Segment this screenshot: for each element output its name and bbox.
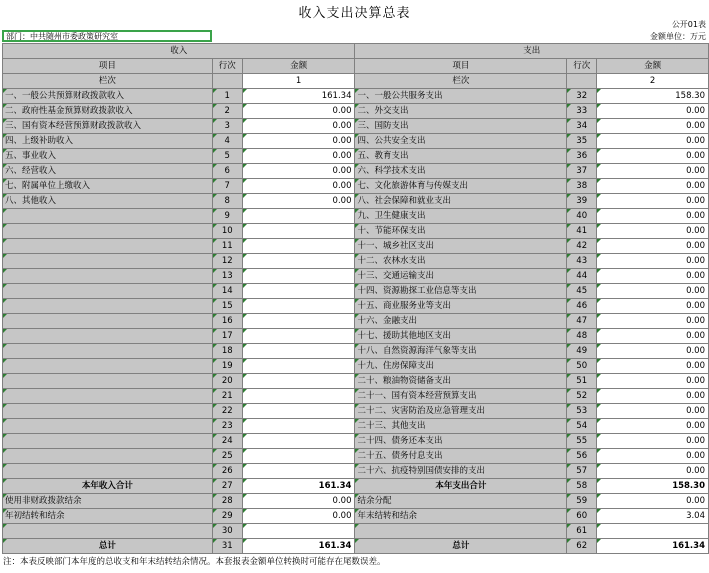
income-line-number: 22 <box>212 404 242 419</box>
expense-item-cell[interactable]: 本年支出合计 <box>355 479 567 494</box>
expense-amount-cell[interactable]: 0.00 <box>597 329 709 344</box>
expense-amount-cell[interactable]: 0.00 <box>597 314 709 329</box>
expense-item-cell[interactable]: 十八、自然资源海洋气象等支出 <box>355 344 567 359</box>
income-item-cell[interactable] <box>3 224 213 239</box>
expense-line-number: 59 <box>567 494 597 509</box>
income-amount-cell[interactable] <box>242 209 355 224</box>
income-line-number: 1 <box>212 89 242 104</box>
income-item-cell[interactable] <box>3 389 213 404</box>
income-amount-cell[interactable] <box>242 269 355 284</box>
expense-item-cell[interactable]: 七、文化旅游体育与传媒支出 <box>355 179 567 194</box>
income-item-cell[interactable] <box>3 299 213 314</box>
expense-line-number: 44 <box>567 269 597 284</box>
income-line-number: 4 <box>212 134 242 149</box>
income-line-number: 12 <box>212 254 242 269</box>
table-row <box>3 134 709 149</box>
income-item-cell[interactable]: 使用非财政拨款结余 <box>3 494 213 509</box>
table-row <box>3 539 709 554</box>
expense-item-cell[interactable]: 十三、交通运输支出 <box>355 269 567 284</box>
expense-amount-cell[interactable] <box>597 524 709 539</box>
table-row <box>3 269 709 284</box>
expense-item-header: 项目 <box>355 59 567 74</box>
expense-amount-cell[interactable]: 0.00 <box>597 224 709 239</box>
expense-line-number: 50 <box>567 359 597 374</box>
department-cell[interactable]: 部门：中共随州市委政策研究室 <box>2 30 212 42</box>
table-row <box>3 404 709 419</box>
expense-amount-cell[interactable]: 161.34 <box>597 539 709 554</box>
expense-line-number: 55 <box>567 434 597 449</box>
expense-item-cell[interactable]: 九、卫生健康支出 <box>355 209 567 224</box>
income-rowno-header: 行次 <box>212 59 242 74</box>
expense-item-cell[interactable]: 二十五、债务付息支出 <box>355 449 567 464</box>
expense-item-cell[interactable]: 三、国防支出 <box>355 119 567 134</box>
expense-item-cell[interactable]: 二十六、抗疫特别国债安排的支出 <box>355 464 567 479</box>
expense-line-number: 42 <box>567 239 597 254</box>
income-amount-cell[interactable]: 161.34 <box>242 89 355 104</box>
income-item-cell[interactable]: 三、国有资本经营预算财政拨款收入 <box>3 119 213 134</box>
income-line-number: 7 <box>212 179 242 194</box>
income-amount-cell[interactable] <box>242 524 355 539</box>
expense-amount-cell[interactable]: 0.00 <box>597 164 709 179</box>
expense-line-number: 40 <box>567 209 597 224</box>
table-row <box>3 509 709 524</box>
expense-item-cell[interactable]: 二十四、债务还本支出 <box>355 434 567 449</box>
expense-item-cell[interactable]: 十七、援助其他地区支出 <box>355 329 567 344</box>
expense-item-cell[interactable]: 二、外交支出 <box>355 104 567 119</box>
income-amount-cell[interactable]: 0.00 <box>242 119 355 134</box>
expense-column-number: 2 <box>597 74 709 89</box>
income-line-number: 13 <box>212 269 242 284</box>
income-item-cell[interactable] <box>3 344 213 359</box>
income-item-cell[interactable] <box>3 434 213 449</box>
expense-item-cell[interactable]: 十、节能环保支出 <box>355 224 567 239</box>
expense-line-number: 49 <box>567 344 597 359</box>
income-item-cell[interactable] <box>3 284 213 299</box>
expense-line-number: 34 <box>567 119 597 134</box>
income-amount-cell[interactable]: 0.00 <box>242 164 355 179</box>
expense-line-number: 47 <box>567 314 597 329</box>
income-amount-cell[interactable] <box>242 449 355 464</box>
expense-item-cell[interactable]: 十四、资源勘探工业信息等支出 <box>355 284 567 299</box>
expense-line-number: 53 <box>567 404 597 419</box>
income-amount-cell[interactable] <box>242 389 355 404</box>
income-item-cell[interactable] <box>3 374 213 389</box>
income-amount-cell[interactable] <box>242 419 355 434</box>
expense-item-cell[interactable]: 二十一、国有资本经营预算支出 <box>355 389 567 404</box>
income-amount-cell[interactable] <box>242 254 355 269</box>
expense-amount-cell[interactable]: 0.00 <box>597 194 709 209</box>
expense-line-number: 61 <box>567 524 597 539</box>
expense-line-number: 54 <box>567 419 597 434</box>
income-line-number: 26 <box>212 464 242 479</box>
income-line-number: 14 <box>212 284 242 299</box>
income-line-number: 20 <box>212 374 242 389</box>
expense-header: 支出 <box>355 44 709 59</box>
table-row <box>3 479 709 494</box>
expense-amount-cell[interactable]: 3.04 <box>597 509 709 524</box>
table-row <box>3 239 709 254</box>
expense-amount-cell[interactable]: 0.00 <box>597 269 709 284</box>
table-row <box>3 224 709 239</box>
income-item-cell[interactable] <box>3 254 213 269</box>
income-line-number: 31 <box>212 539 242 554</box>
income-line-number: 3 <box>212 119 242 134</box>
income-line-number: 11 <box>212 239 242 254</box>
income-amount-cell[interactable] <box>242 434 355 449</box>
income-lanci-rowno <box>212 74 242 89</box>
income-line-number: 16 <box>212 314 242 329</box>
income-line-number: 24 <box>212 434 242 449</box>
expense-item-cell[interactable]: 五、教育支出 <box>355 149 567 164</box>
expense-line-number: 51 <box>567 374 597 389</box>
income-line-number: 9 <box>212 209 242 224</box>
expense-line-number: 57 <box>567 464 597 479</box>
expense-item-cell[interactable]: 八、社会保障和就业支出 <box>355 194 567 209</box>
expense-amount-cell[interactable]: 0.00 <box>597 239 709 254</box>
table-row <box>3 419 709 434</box>
income-line-number: 15 <box>212 299 242 314</box>
income-line-number: 21 <box>212 389 242 404</box>
income-header: 收入 <box>3 44 355 59</box>
income-line-number: 18 <box>212 344 242 359</box>
expense-line-number: 58 <box>567 479 597 494</box>
income-line-number: 5 <box>212 149 242 164</box>
table-row <box>3 119 709 134</box>
expense-item-cell[interactable]: 十六、金融支出 <box>355 314 567 329</box>
table-row <box>3 299 709 314</box>
table-row <box>3 434 709 449</box>
income-item-cell[interactable] <box>3 314 213 329</box>
expense-item-cell[interactable] <box>355 524 567 539</box>
expense-item-cell[interactable]: 结余分配 <box>355 494 567 509</box>
form-code: 公开01表 <box>671 20 706 29</box>
table-row <box>3 389 709 404</box>
expense-amount-cell[interactable]: 0.00 <box>597 464 709 479</box>
income-expense-table <box>2 43 709 554</box>
income-line-number: 2 <box>212 104 242 119</box>
expense-rowno-header: 行次 <box>567 59 597 74</box>
income-item-cell[interactable]: 一、一般公共预算财政拨款收入 <box>3 89 213 104</box>
expense-amount-cell[interactable]: 0.00 <box>597 449 709 464</box>
income-item-cell[interactable] <box>3 239 213 254</box>
income-item-cell[interactable]: 二、政府性基金预算财政拨款收入 <box>3 104 213 119</box>
expense-amount-cell[interactable]: 158.30 <box>597 479 709 494</box>
amount-unit: 金额单位：万元 <box>650 32 706 41</box>
expense-item-cell[interactable]: 四、公共安全支出 <box>355 134 567 149</box>
expense-line-number: 60 <box>567 509 597 524</box>
income-amount-cell[interactable]: 0.00 <box>242 134 355 149</box>
income-line-number: 29 <box>212 509 242 524</box>
expense-item-cell[interactable]: 二十二、灾害防治及应急管理支出 <box>355 404 567 419</box>
table-row <box>3 359 709 374</box>
income-amount-cell[interactable] <box>242 284 355 299</box>
income-item-cell[interactable]: 五、事业收入 <box>3 149 213 164</box>
expense-line-number: 48 <box>567 329 597 344</box>
expense-amount-cell[interactable]: 0.00 <box>597 389 709 404</box>
income-amount-cell[interactable] <box>242 329 355 344</box>
report-title: 收入支出决算总表 <box>298 6 411 21</box>
expense-item-cell[interactable]: 年末结转和结余 <box>355 509 567 524</box>
income-amount-cell[interactable]: 0.00 <box>242 494 355 509</box>
table-row <box>3 209 709 224</box>
table-row <box>3 194 709 209</box>
income-line-number: 17 <box>212 329 242 344</box>
expense-amount-cell[interactable]: 0.00 <box>597 254 709 269</box>
income-amount-cell[interactable] <box>242 404 355 419</box>
expense-item-cell[interactable]: 十一、城乡社区支出 <box>355 239 567 254</box>
table-row <box>3 329 709 344</box>
income-line-number: 8 <box>212 194 242 209</box>
expense-line-number: 46 <box>567 299 597 314</box>
expense-amount-cell[interactable]: 0.00 <box>597 119 709 134</box>
table-row <box>3 89 709 104</box>
income-item-cell[interactable] <box>3 449 213 464</box>
expense-line-number: 38 <box>567 179 597 194</box>
expense-line-number: 39 <box>567 194 597 209</box>
income-item-header: 项目 <box>3 59 213 74</box>
expense-amount-cell[interactable]: 0.00 <box>597 494 709 509</box>
income-amount-header: 金额 <box>242 59 355 74</box>
table-row <box>3 464 709 479</box>
expense-amount-header: 金额 <box>597 59 709 74</box>
income-amount-cell[interactable]: 0.00 <box>242 104 355 119</box>
expense-line-number: 36 <box>567 149 597 164</box>
income-column-number: 1 <box>242 74 355 89</box>
expense-amount-cell[interactable]: 0.00 <box>597 344 709 359</box>
income-amount-cell[interactable] <box>242 314 355 329</box>
income-item-cell[interactable] <box>3 329 213 344</box>
expense-line-number: 41 <box>567 224 597 239</box>
income-amount-cell[interactable]: 161.34 <box>242 479 355 494</box>
expense-amount-cell[interactable]: 0.00 <box>597 179 709 194</box>
expense-amount-cell[interactable]: 0.00 <box>597 374 709 389</box>
income-item-cell[interactable]: 六、经营收入 <box>3 164 213 179</box>
expense-amount-cell[interactable]: 0.00 <box>597 104 709 119</box>
table-row <box>3 254 709 269</box>
income-amount-cell[interactable] <box>242 299 355 314</box>
income-amount-cell[interactable] <box>242 239 355 254</box>
income-line-number: 10 <box>212 224 242 239</box>
income-amount-cell[interactable] <box>242 359 355 374</box>
expense-line-number: 32 <box>567 89 597 104</box>
income-line-number: 6 <box>212 164 242 179</box>
expense-amount-cell[interactable]: 0.00 <box>597 284 709 299</box>
expense-amount-cell[interactable]: 0.00 <box>597 134 709 149</box>
expense-item-cell[interactable]: 二十三、其他支出 <box>355 419 567 434</box>
expense-amount-cell[interactable]: 158.30 <box>597 89 709 104</box>
expense-lanci-label: 栏次 <box>355 74 567 89</box>
income-line-number: 19 <box>212 359 242 374</box>
income-item-cell[interactable] <box>3 464 213 479</box>
expense-amount-cell[interactable]: 0.00 <box>597 149 709 164</box>
income-item-cell[interactable] <box>3 404 213 419</box>
income-item-cell[interactable]: 总计 <box>3 539 213 554</box>
table-row <box>3 179 709 194</box>
table-row <box>3 149 709 164</box>
income-line-number: 25 <box>212 449 242 464</box>
income-line-number: 30 <box>212 524 242 539</box>
income-amount-cell[interactable] <box>242 464 355 479</box>
table-row <box>3 284 709 299</box>
expense-item-cell[interactable]: 十五、商业服务业等支出 <box>355 299 567 314</box>
expense-amount-cell[interactable]: 0.00 <box>597 299 709 314</box>
expense-item-cell[interactable]: 六、科学技术支出 <box>355 164 567 179</box>
income-item-cell[interactable]: 七、附属单位上缴收入 <box>3 179 213 194</box>
expense-line-number: 52 <box>567 389 597 404</box>
expense-line-number: 56 <box>567 449 597 464</box>
table-row <box>3 374 709 389</box>
income-amount-cell[interactable]: 0.00 <box>242 194 355 209</box>
expense-line-number: 43 <box>567 254 597 269</box>
income-line-number: 23 <box>212 419 242 434</box>
income-item-cell[interactable] <box>3 209 213 224</box>
expense-item-cell[interactable]: 一、一般公共服务支出 <box>355 89 567 104</box>
footnote: 注：本表反映部门本年度的总收支和年末结转结余情况。本套报表金额单位转换时可能存在尾数误差。 <box>3 557 386 567</box>
table-row <box>3 104 709 119</box>
expense-amount-cell[interactable]: 0.00 <box>597 209 709 224</box>
income-item-cell[interactable] <box>3 359 213 374</box>
table-row <box>3 524 709 539</box>
expense-item-cell[interactable]: 十二、农林水支出 <box>355 254 567 269</box>
income-amount-cell[interactable]: 0.00 <box>242 179 355 194</box>
income-lanci-label: 栏次 <box>3 74 213 89</box>
income-line-number: 28 <box>212 494 242 509</box>
expense-item-cell[interactable]: 总计 <box>355 539 567 554</box>
expense-item-cell[interactable]: 十九、住房保障支出 <box>355 359 567 374</box>
table-row <box>3 494 709 509</box>
income-item-cell[interactable]: 本年收入合计 <box>3 479 213 494</box>
expense-amount-cell[interactable]: 0.00 <box>597 359 709 374</box>
expense-line-number: 45 <box>567 284 597 299</box>
expense-line-number: 33 <box>567 104 597 119</box>
table-row <box>3 344 709 359</box>
income-item-cell[interactable]: 年初结转和结余 <box>3 509 213 524</box>
table-row <box>3 314 709 329</box>
income-amount-cell[interactable] <box>242 374 355 389</box>
expense-lanci-rowno <box>567 74 597 89</box>
income-amount-cell[interactable] <box>242 344 355 359</box>
income-item-cell[interactable] <box>3 269 213 284</box>
income-item-cell[interactable] <box>3 524 213 539</box>
income-amount-cell[interactable] <box>242 224 355 239</box>
table-row <box>3 449 709 464</box>
expense-amount-cell[interactable]: 0.00 <box>597 419 709 434</box>
table-row <box>3 164 709 179</box>
expense-line-number: 62 <box>567 539 597 554</box>
expense-amount-cell[interactable]: 0.00 <box>597 404 709 419</box>
income-line-number: 27 <box>212 479 242 494</box>
income-item-cell[interactable] <box>3 419 213 434</box>
income-item-cell[interactable]: 八、其他收入 <box>3 194 213 209</box>
expense-line-number: 37 <box>567 164 597 179</box>
expense-item-cell[interactable]: 二十、粮油物资储备支出 <box>355 374 567 389</box>
income-amount-cell[interactable]: 0.00 <box>242 149 355 164</box>
expense-amount-cell[interactable]: 0.00 <box>597 434 709 449</box>
income-amount-cell[interactable]: 161.34 <box>242 539 355 554</box>
income-item-cell[interactable]: 四、上级补助收入 <box>3 134 213 149</box>
expense-line-number: 35 <box>567 134 597 149</box>
income-amount-cell[interactable]: 0.00 <box>242 509 355 524</box>
